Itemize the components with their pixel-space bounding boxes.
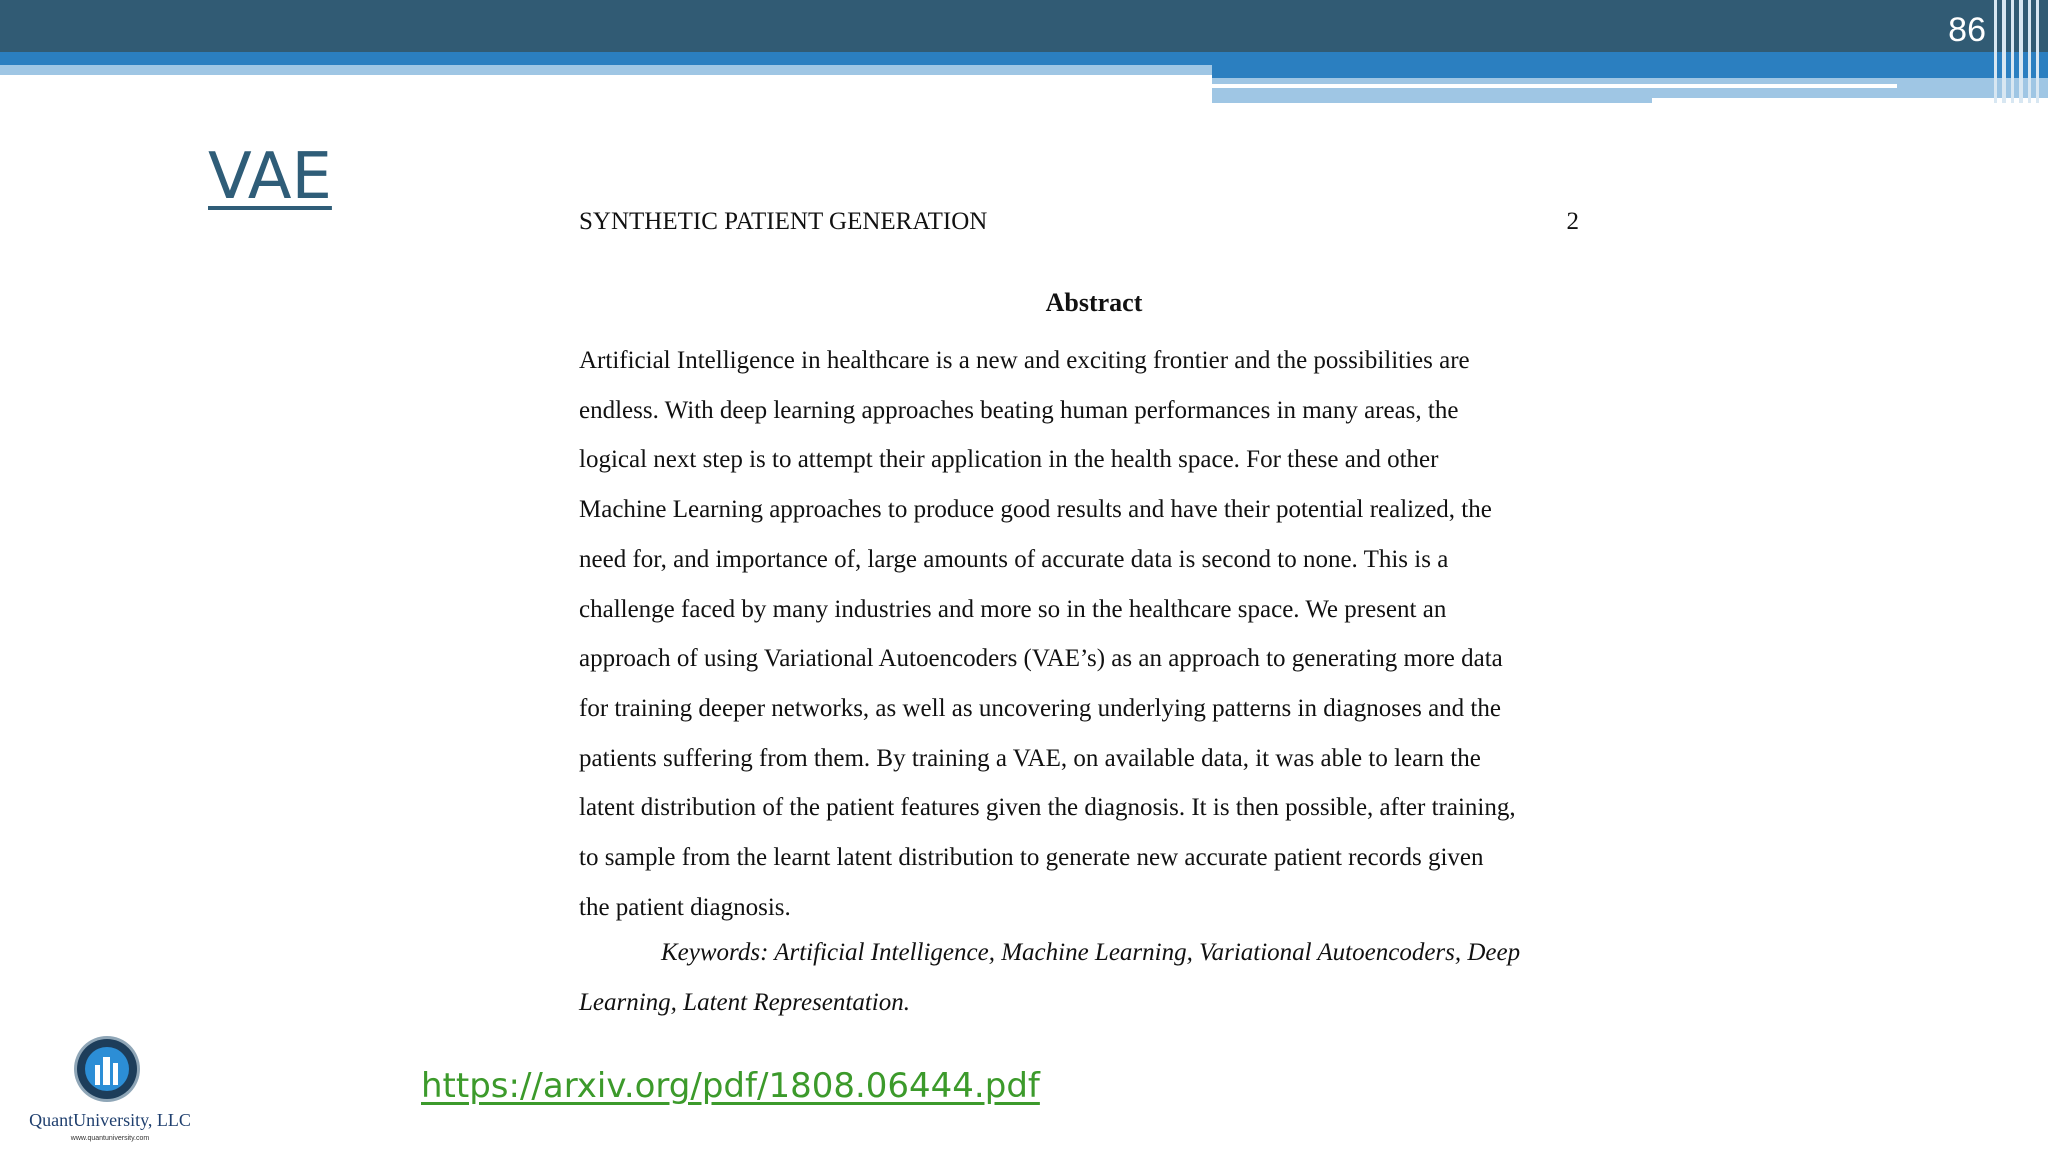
abstract-line: patients suffering from them. By training a VAE, on available data, it was able to learn the [579, 744, 1481, 772]
keywords [579, 928, 1609, 1027]
abstract-line: latent distribution of the patient features given the diagnosis. It is then possible, after training, [579, 794, 1516, 822]
abstract-line: need for, and importance of, large amounts of accurate data is second to none. This is a [579, 545, 1449, 573]
abstract-body [579, 336, 1609, 932]
running-head [579, 208, 1579, 236]
abstract-line: the patient diagnosis. [579, 893, 791, 921]
abstract-line: Machine Learning approaches to produce good results and have their potential realized, the [579, 496, 1492, 524]
abstract-line: challenge faced by many industries and more so in the healthcare space. We present an [579, 595, 1447, 623]
abstract-line: endless. With deep learning approaches beating human performances in many areas, the [579, 396, 1459, 424]
keywords-line: Learning, Latent Representation. [579, 988, 910, 1016]
running-head-title: SYNTHETIC PATIENT GENERATION [579, 208, 988, 235]
header-stripes [1988, 0, 2048, 103]
slide-title: VAE [208, 140, 332, 214]
header-bar [0, 0, 2048, 52]
abstract-heading: Abstract [1045, 288, 1143, 317]
abstract-line: to sample from the learnt latent distribution to generate new accurate patient records given [579, 844, 1484, 872]
arxiv-link[interactable]: https://arxiv.org/pdf/1808.06444.pdf [421, 1066, 1040, 1106]
header-band-line [1212, 84, 1897, 88]
abstract-line: logical next step is to attempt their application in the health space. For these and other [579, 446, 1439, 474]
abstract-line: approach of using Variational Autoencoders (VAE’s) as an approach to generating more data [579, 645, 1503, 673]
logo-url: www.quantuniversity.com [70, 1135, 150, 1142]
abstract-line: Artificial Intelligence in healthcare is a new and exciting frontier and the possibilities are [579, 347, 1470, 374]
abstract-line: for training deeper networks, as well as uncovering underlying patterns in diagnoses and the [579, 694, 1501, 722]
keywords-line: Keywords: Artificial Intelligence, Machine Learning, Variational Autoencoders, Deep [661, 939, 1521, 966]
paper-page-number: 2 [1566, 208, 1579, 235]
slide-number: 86 [1948, 11, 1986, 49]
header-band-light [0, 65, 1212, 75]
city-buildings-icon [77, 1039, 137, 1099]
company-logo [22, 1037, 198, 1149]
logo-name: QuantUniversity, LLC [29, 1110, 191, 1130]
header-band [0, 52, 2048, 65]
